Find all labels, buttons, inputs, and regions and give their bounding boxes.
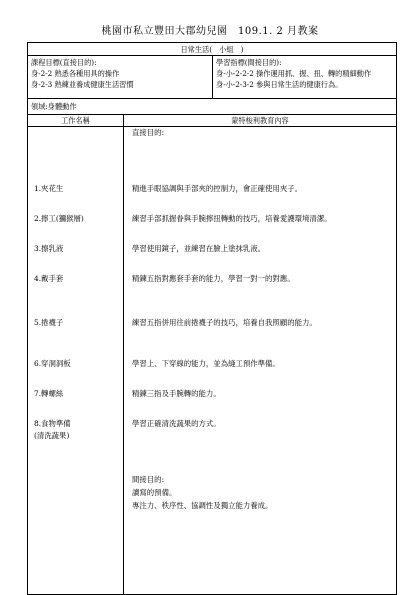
work-content: 精鍊五指對應套手套的能力，學習一對一的對應。 bbox=[132, 274, 295, 283]
course-goals-cell bbox=[28, 56, 212, 98]
content-column bbox=[123, 127, 396, 594]
work-item: 6.穿洞洞板 bbox=[34, 359, 71, 368]
work-item-subtitle: (清洗蔬果) bbox=[34, 431, 70, 440]
indirect-purpose-line: 讀寫的預備。 bbox=[132, 488, 177, 497]
work-item: 8.食物準備 bbox=[34, 419, 71, 428]
work-content: 練習五指併用往前捲襪子的技巧，培養自我照顧的能力。 bbox=[132, 318, 317, 327]
work-item: 5.捲襪子 bbox=[34, 318, 64, 327]
work-name-header: 工作名稱 bbox=[61, 116, 90, 125]
work-item: 7.轉螺絲 bbox=[34, 389, 64, 398]
work-content: 精進手眼協調與手部夾的控制力，會正確使用夾子。 bbox=[132, 184, 302, 193]
work-item: 1.夾花生 bbox=[34, 184, 64, 193]
field-label: 領域:身體動作 bbox=[31, 102, 77, 111]
work-content: 學習上、下穿線的能力，並為縫工預作準備。 bbox=[132, 359, 280, 368]
learning-indicator-line: 身-小-2-2-2 操作運用抓、握、扭、轉的精細動作 bbox=[216, 69, 372, 78]
learning-indicators-heading: 學習指標(間接目的): bbox=[216, 58, 282, 67]
indirect-purpose-heading: 間接目的: bbox=[132, 475, 165, 484]
header-row bbox=[28, 115, 396, 127]
lesson-plan-table bbox=[27, 42, 397, 595]
page-title: 桃園市私立豐田大郡幼兒園 109.1. 2 月教案 bbox=[101, 26, 319, 37]
learning-indicator-line: 身-小-2-3-2 參與日常生活的健康行為。 bbox=[216, 80, 343, 89]
montessori-content-header: 蒙特梭利教育內容 bbox=[123, 115, 396, 126]
indirect-purpose-line: 專注力、秩序性、協調性及獨立能力養成。 bbox=[132, 501, 273, 510]
section-row bbox=[28, 43, 396, 56]
section-label: 日常生活( 小組 ) bbox=[180, 45, 244, 54]
course-goals-heading: 課程目標(直接目的): bbox=[31, 58, 97, 67]
learning-indicators-cell bbox=[212, 56, 396, 98]
work-names-column bbox=[28, 127, 123, 594]
work-content: 精鍊三指及手腕轉的能力。 bbox=[132, 389, 221, 398]
goals-row bbox=[28, 56, 396, 99]
work-item: 3.擦乳液 bbox=[34, 244, 64, 253]
work-content: 學習正確清洗蔬果的方式。 bbox=[132, 419, 221, 428]
work-content: 學習使用鏡子，並練習在臉上塗抹乳液。 bbox=[132, 244, 266, 253]
body-row bbox=[28, 127, 396, 594]
work-content: 練習手部抓握眷與手腕擰扭轉動的技巧，培養愛護環境清潔。 bbox=[132, 214, 332, 223]
course-goal-line: 身-2-3 熟練並養成健康生活習慣 bbox=[31, 80, 134, 89]
direct-purpose-heading: 直接目的: bbox=[132, 128, 165, 137]
course-goal-line: 身-2-2 熟悉各種用具的操作 bbox=[31, 69, 120, 78]
field-row bbox=[28, 99, 396, 115]
work-item: 2.擰工(獼猴層) bbox=[34, 214, 84, 223]
work-item: 4.戴手套 bbox=[34, 274, 64, 283]
